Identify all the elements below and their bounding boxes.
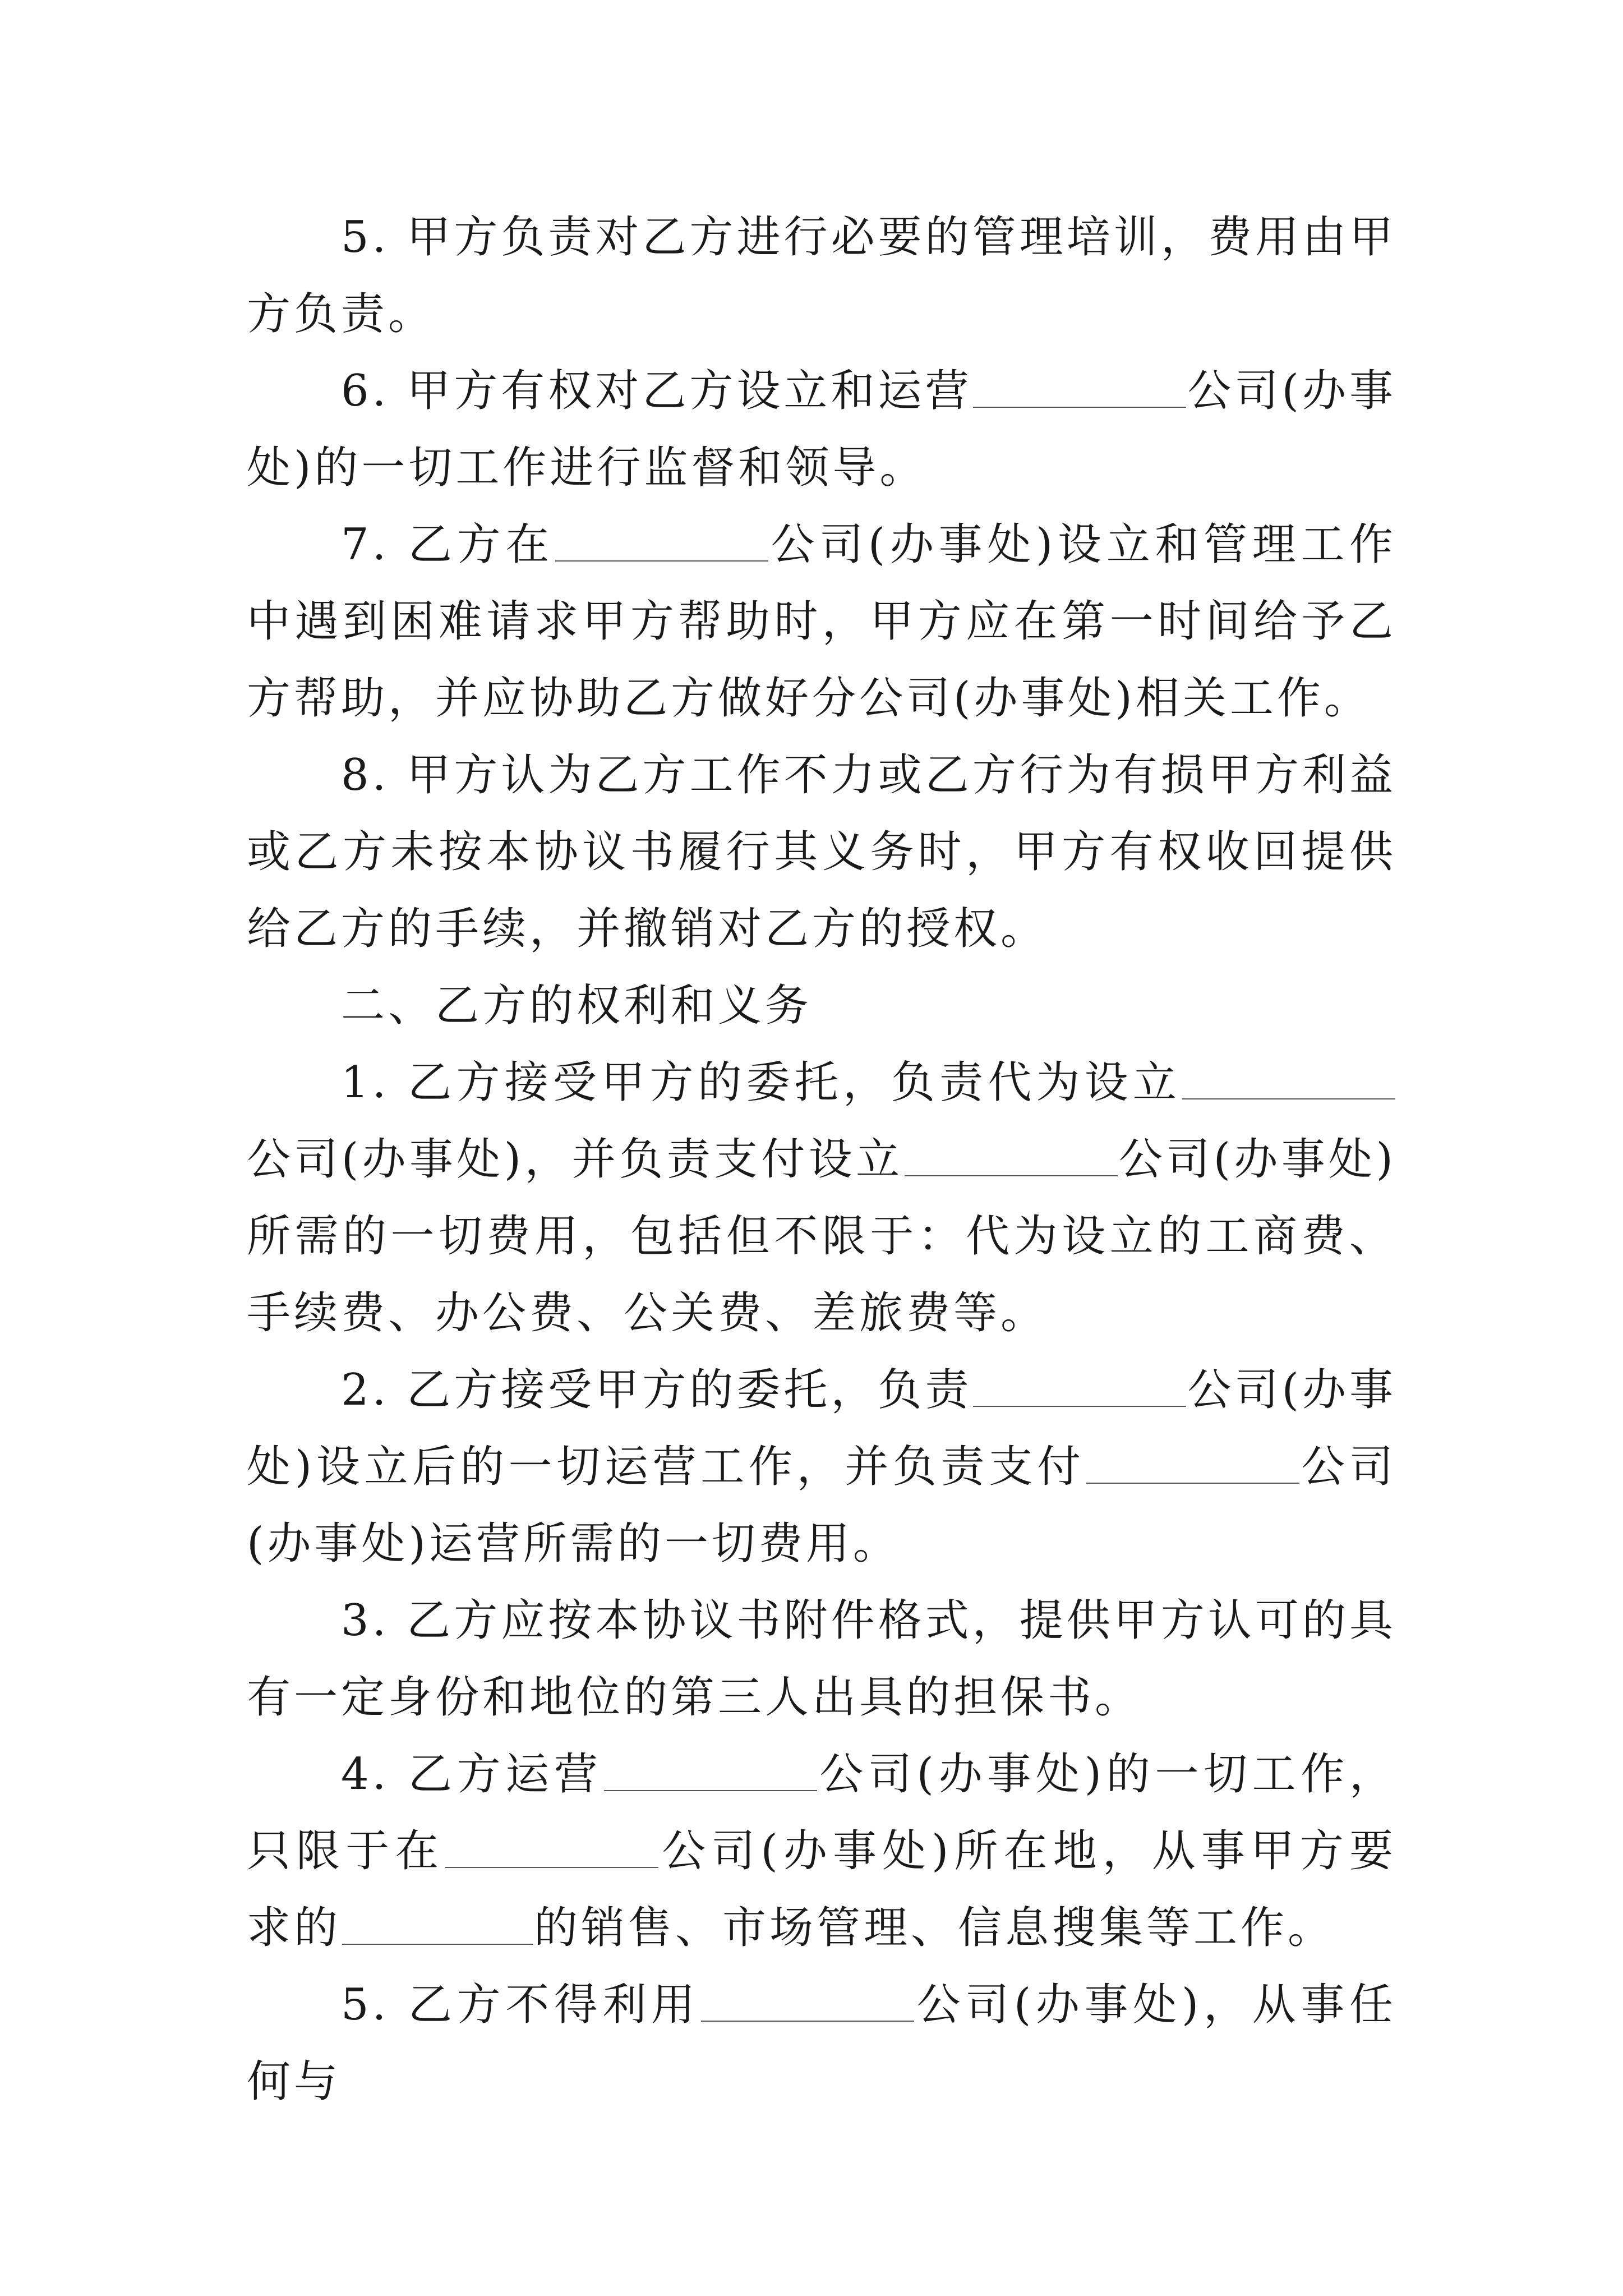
paragraph-3	[247, 507, 1396, 737]
paragraph-9	[247, 1967, 1396, 2120]
paragraph-1	[247, 199, 1396, 353]
paragraph-6-text-c: 公司(办事处)运营所需的一切费用。	[247, 1442, 1396, 1569]
paragraph-5-text-b: 公司(办事处)，并负责支付设立	[247, 1134, 903, 1185]
paragraph-1-text: 5. 甲方负责对乙方进行必要的管理培训，费用由甲方负责。	[247, 212, 1396, 339]
paragraph-7	[247, 1582, 1396, 1736]
document-body	[247, 199, 1396, 2120]
paragraph-8-text-a: 4. 乙方运营	[341, 1749, 603, 1800]
paragraph-8-text-d: 的销售、市场管理、信息搜集等工作。	[534, 1903, 1335, 1953]
paragraph-4-text: 8. 甲方认为乙方工作不力或乙方行为有损甲方利益或乙方未按本协议书履行其义务时，甲方有权收回提供给乙方的手续，并撤销对乙方的授权。	[247, 750, 1396, 954]
fill-in-blank	[1182, 1059, 1395, 1099]
fill-in-blank	[342, 1904, 533, 1945]
paragraph-2	[247, 353, 1396, 507]
paragraph-2-text-a: 6. 甲方有权对乙方设立和运营	[341, 366, 972, 416]
fill-in-blank	[604, 1751, 817, 1791]
section-heading-2-text: 二、乙方的权利和义务	[341, 981, 813, 1031]
paragraph-8	[247, 1736, 1396, 1967]
fill-in-blank	[1086, 1443, 1299, 1484]
paragraph-8-text-b: 公司(办事处)的一切工作，只限于在	[247, 1749, 1396, 1876]
paragraph-8-text-c: 公司(办事处)所在地，从事甲方要求的	[247, 1826, 1396, 1953]
paragraph-7-text: 3. 乙方应按本协议书附件格式，提供甲方认可的具有一定身份和地位的第三人出具的担保书。	[247, 1595, 1396, 1723]
fill-in-blank	[555, 521, 768, 562]
paragraph-9-text-b: 公司(办事处)，从事任何与	[247, 1980, 1396, 2107]
fill-in-blank	[973, 1366, 1186, 1407]
fill-in-blank	[905, 1136, 1118, 1176]
paragraph-6-text-b: 公司(办事处)设立后的一切运营工作，并负责支付	[247, 1365, 1396, 1492]
paragraph-6-text-a: 2. 乙方接受甲方的委托，负责	[341, 1365, 972, 1415]
paragraph-5-text-a: 1. 乙方接受甲方的委托，负责代为设立	[341, 1057, 1181, 1108]
paragraph-3-text-b: 公司(办事处)设立和管理工作中遇到困难请求甲方帮助时，甲方应在第一时间给予乙方帮助，并应协助乙方做好分公司(办事处)相关工作。	[247, 519, 1396, 724]
paragraph-9-text-a: 5. 乙方不得利用	[341, 1980, 700, 2030]
paragraph-6	[247, 1352, 1396, 1582]
paragraph-5-text-c: 公司(办事处)所需的一切费用，包括但不限于：代为设立的工商费、手续费、办公费、公关费、差旅费等。	[247, 1134, 1396, 1338]
paragraph-5	[247, 1045, 1396, 1352]
paragraph-3-text-a: 7. 乙方在	[341, 519, 554, 570]
fill-in-blank	[973, 367, 1186, 408]
paragraph-2-text-b: 公司(办事处)的一切工作进行监督和领导。	[247, 366, 1396, 493]
fill-in-blank	[701, 1981, 914, 2022]
fill-in-blank	[445, 1828, 658, 1868]
section-heading-2	[247, 968, 1396, 1045]
paragraph-4	[247, 737, 1396, 968]
